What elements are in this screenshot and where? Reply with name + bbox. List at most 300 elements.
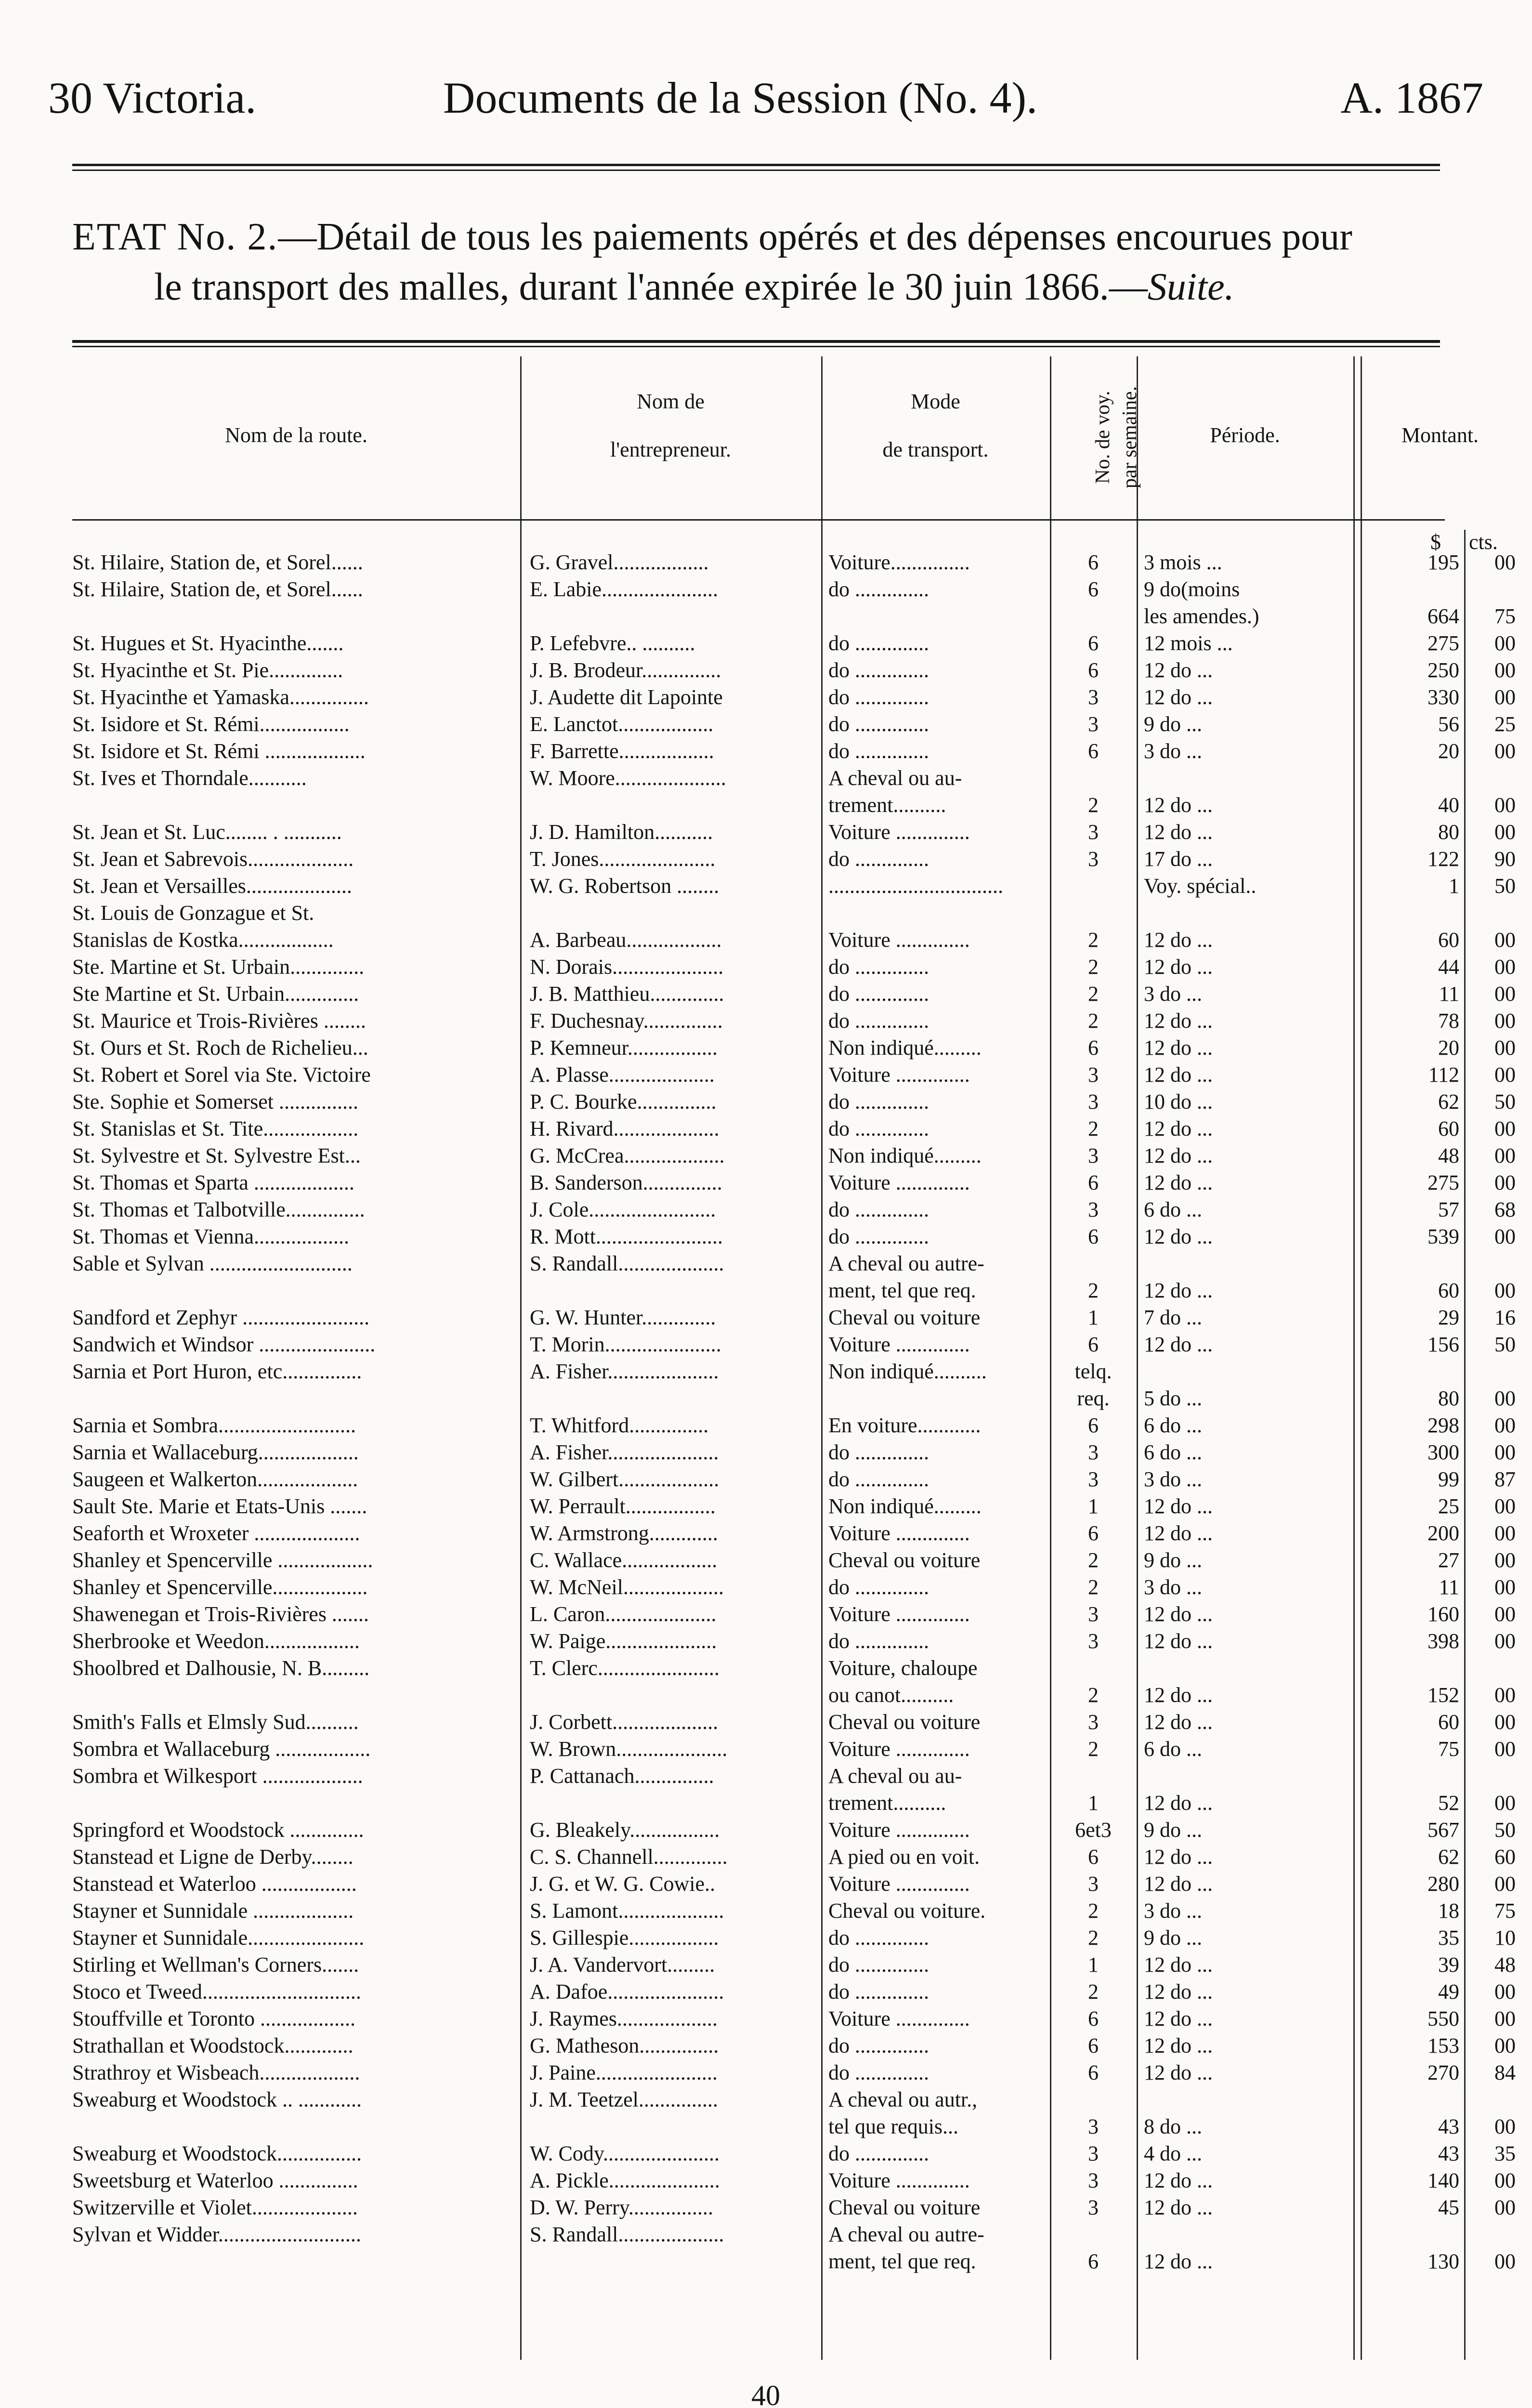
amount-dollars: 60 [1438, 1279, 1459, 1302]
period: 6 do ... [1144, 1413, 1202, 1437]
table-row [72, 1196, 1516, 1223]
table-row [72, 954, 1516, 981]
amount-dollars: 11 [1439, 982, 1459, 1006]
column-header-mode-line1: Mode [911, 390, 960, 413]
table-row [72, 1412, 1516, 1439]
column-header-voyages-line1: No. de voy. [1092, 391, 1114, 484]
amount-dollars: 275 [1427, 631, 1459, 655]
voyages-per-week: telq. [1074, 1360, 1112, 1383]
amount-dollars: 60 [1438, 1117, 1459, 1140]
transport-mode: do .............. [828, 1980, 929, 2003]
period: 6 do ... [1144, 1440, 1202, 1464]
route-name: St. Thomas et Talbotville............... [72, 1198, 365, 1221]
amount-cents: 50 [1494, 874, 1516, 898]
amount-dollars: 1 [1449, 874, 1459, 898]
period: les amendes.) [1144, 604, 1259, 628]
voyages-per-week: 3 [1088, 1063, 1099, 1086]
transport-mode: Voiture .............. [828, 1818, 970, 1842]
period: 12 do ... [1144, 1279, 1213, 1302]
voyages-per-week: 2 [1088, 1009, 1099, 1033]
amount-dollars: 39 [1438, 1953, 1459, 1976]
route-name: St. Hyacinthe et St. Pie.............. [72, 658, 343, 682]
amount-cents: 00 [1494, 1737, 1516, 1761]
contractor-name: J. Audette dit Lapointe [530, 685, 723, 709]
amount-cents: 60 [1494, 1845, 1516, 1869]
contractor-name: G. Bleakely................. [530, 1818, 720, 1842]
amount-dollars: 27 [1438, 1548, 1459, 1572]
table-row [72, 1682, 1516, 1709]
period: 12 do ... [1144, 1683, 1213, 1707]
amount-cents: 25 [1494, 712, 1516, 736]
table-row [72, 900, 1445, 927]
contractor-name: P. Lefebvre.. .......... [530, 631, 695, 655]
amount-dollars: 130 [1427, 2250, 1459, 2273]
amount-dollars: 330 [1427, 685, 1459, 709]
amount-cents: 00 [1494, 820, 1516, 844]
transport-mode: Cheval ou voiture [828, 2196, 981, 2219]
period: Voy. spécial.. [1144, 874, 1257, 898]
voyages-per-week: 2 [1088, 1117, 1099, 1140]
route-name: Sandford et Zephyr ........................ [72, 1306, 370, 1329]
voyages-per-week: 6 [1088, 1413, 1099, 1437]
caption-suite: Suite. [1147, 266, 1234, 308]
voyages-per-week: 1 [1088, 1494, 1099, 1518]
period: 3 do ... [1144, 1899, 1202, 1923]
contractor-name: C. Wallace.................. [530, 1548, 718, 1572]
transport-mode: do .............. [828, 1953, 929, 1976]
period: 12 do ... [1144, 1872, 1213, 1896]
table-row [72, 711, 1516, 738]
amount-dollars: 43 [1438, 2115, 1459, 2138]
amount-dollars: 49 [1438, 1980, 1459, 2003]
table-row [72, 1358, 1445, 1385]
contractor-name: P. C. Bourke............... [530, 1090, 717, 1113]
voyages-per-week: 6 [1088, 2250, 1099, 2273]
session-year: 30 Victoria. [48, 73, 257, 122]
route-name: Stirling et Wellman's Corners....... [72, 1953, 359, 1976]
amount-dollars: 539 [1427, 1225, 1459, 1248]
amount-dollars: 57 [1438, 1198, 1459, 1221]
amount-dollars: 280 [1427, 1872, 1459, 1896]
amount-dollars: 112 [1428, 1063, 1459, 1086]
table-row [72, 1844, 1516, 1871]
contractor-name: A. Barbeau.................. [530, 928, 722, 952]
caption-line2: le transport des malles, durant l'année expirée le 30 juin 1866.— [154, 266, 1148, 308]
table-row [72, 2113, 1516, 2140]
amount-cents: 00 [1494, 1413, 1516, 1437]
amount-cents: 00 [1494, 1009, 1516, 1033]
contractor-name: P. Kemneur................. [530, 1036, 718, 1060]
route-name: Sombra et Wallaceburg .................. [72, 1737, 371, 1761]
voyages-per-week: 2 [1088, 793, 1099, 817]
amount-cents: 00 [1494, 1144, 1516, 1167]
route-name: St. Hilaire, Station de, et Sorel...... [72, 577, 363, 601]
contractor-name: W. Armstrong............. [530, 1521, 718, 1545]
period: 12 do ... [1144, 1845, 1213, 1869]
amount-cents: 00 [1494, 739, 1516, 763]
period: 12 do ... [1144, 955, 1213, 979]
table-row [72, 1061, 1516, 1088]
route-name: Sweaburg et Woodstock .. ............ [72, 2088, 362, 2111]
transport-mode: do .............. [828, 631, 929, 655]
route-name: Stouffville et Toronto .................. [72, 2007, 356, 2030]
transport-mode: do .............. [828, 739, 929, 763]
amount-dollars: 122 [1427, 847, 1459, 871]
period: 9 do ... [1144, 712, 1202, 736]
contractor-name: F. Barrette.................. [530, 739, 714, 763]
voyages-per-week: 6 [1088, 577, 1099, 601]
amount-cents: 00 [1494, 1521, 1516, 1545]
amount-cents: 00 [1494, 685, 1516, 709]
column-header-amount: Montant. [1401, 423, 1479, 447]
transport-mode: do .............. [828, 1629, 929, 1653]
period: 12 do ... [1144, 658, 1213, 682]
voyages-per-week: 3 [1088, 1629, 1099, 1653]
table-row [72, 1655, 1445, 1682]
transport-mode: Voiture .............. [828, 820, 970, 844]
header-rule-bottom [72, 170, 1440, 171]
route-name: Sarnia et Sombra.......................... [72, 1413, 356, 1437]
transport-mode: do .............. [828, 685, 929, 709]
table-row [72, 1520, 1516, 1547]
amount-dollars: 20 [1438, 1036, 1459, 1060]
table-row [72, 2167, 1516, 2194]
table-row [72, 1978, 1516, 2005]
table-row [72, 2005, 1516, 2032]
period: 5 do ... [1144, 1387, 1202, 1410]
route-name: Shawenegan et Trois-Rivières ....... [72, 1602, 369, 1626]
period: 12 do ... [1144, 1602, 1213, 1626]
table-row [72, 1790, 1516, 1817]
voyages-per-week: 1 [1088, 1953, 1099, 1976]
amount-cents: 00 [1494, 928, 1516, 952]
amount-cents: 00 [1494, 658, 1516, 682]
table-row [72, 1088, 1516, 1115]
voyages-per-week: 1 [1088, 1791, 1099, 1815]
period: 12 do ... [1144, 2034, 1213, 2057]
transport-mode: Voiture .............. [828, 2007, 970, 2030]
contractor-name: W. Moore..................... [530, 766, 726, 790]
contractor-name: G. Matheson............... [530, 2034, 719, 2057]
voyages-per-week: 2 [1088, 1683, 1099, 1707]
cents-unit: cts. [1469, 530, 1498, 554]
voyages-per-week: 2 [1088, 955, 1099, 979]
voyages-per-week: 2 [1088, 1575, 1099, 1599]
amount-cents: 35 [1494, 2142, 1516, 2165]
column-header-voyages-line2: par semaine. [1119, 386, 1141, 489]
contractor-name: R. Mott........................ [530, 1225, 723, 1248]
transport-mode: do .............. [828, 1225, 929, 1248]
amount-cents: 00 [1494, 1063, 1516, 1086]
transport-mode: A cheval ou autr., [828, 2088, 978, 2111]
voyages-per-week: 6 [1088, 2061, 1099, 2084]
route-name: Shanley et Spencerville.................. [72, 1575, 368, 1599]
contractor-name: N. Dorais..................... [530, 955, 724, 979]
route-name: St. Stanislas et St. Tite.................. [72, 1117, 359, 1140]
route-name: Ste. Sophie et Somerset ............... [72, 1090, 358, 1113]
contractor-name: T. Clerc....................... [530, 1656, 720, 1680]
table-row [72, 765, 1445, 792]
route-name: Sylvan et Widder........................... [72, 2223, 361, 2246]
amount-dollars: 78 [1438, 1009, 1459, 1033]
table-row [72, 738, 1516, 765]
voyages-per-week: 3 [1088, 1872, 1099, 1896]
contractor-name: E. Labie...................... [530, 577, 719, 601]
transport-mode: Voiture .............. [828, 2169, 970, 2192]
period: 12 do ... [1144, 1791, 1213, 1815]
contractor-name: G. McCrea................... [530, 1144, 725, 1167]
table-row [72, 1817, 1516, 1844]
payments-table [72, 347, 1516, 2360]
route-name: Stanislas de Kostka.................. [72, 928, 334, 952]
contractor-name: J. B. Brodeur............... [530, 658, 721, 682]
amount-dollars: 160 [1427, 1602, 1459, 1626]
period: 3 do ... [1144, 1575, 1202, 1599]
column-header-contractor-line2: l'entrepreneur. [610, 438, 732, 461]
table-row [72, 1304, 1516, 1331]
table-row [72, 819, 1516, 846]
route-name: Shoolbred et Dalhousie, N. B......... [72, 1656, 370, 1680]
state-number: ETAT No. 2. [72, 216, 278, 258]
voyages-per-week: 6 [1088, 631, 1099, 655]
voyages-per-week: req. [1077, 1387, 1110, 1410]
amount-cents: 00 [1494, 550, 1516, 574]
route-name: St. Robert et Sorel via Ste. Victoire [72, 1063, 371, 1086]
contractor-name: W. McNeil................... [530, 1575, 724, 1599]
table-row [72, 1493, 1516, 1520]
table-row [72, 1223, 1516, 1250]
amount-cents: 50 [1494, 1333, 1516, 1356]
amount-cents: 87 [1494, 1467, 1516, 1491]
amount-cents: 00 [1494, 2115, 1516, 2138]
period: 12 do ... [1144, 1521, 1213, 1545]
route-name: Sweaburg et Woodstock................ [72, 2142, 362, 2165]
contractor-name: S. Gillespie................. [530, 1926, 719, 1950]
voyages-per-week: 3 [1088, 2115, 1099, 2138]
contractor-name: J. Corbett.................... [530, 1710, 719, 1734]
transport-mode: do .............. [828, 982, 929, 1006]
period: 12 do ... [1144, 1629, 1213, 1653]
route-name: St. Hilaire, Station de, et Sorel...... [72, 550, 363, 574]
contractor-name: J. B. Matthieu.............. [530, 982, 724, 1006]
transport-mode: do .............. [828, 1090, 929, 1113]
amount-cents: 00 [1494, 1440, 1516, 1464]
voyages-per-week: 6 [1088, 1333, 1099, 1356]
amount-dollars: 11 [1439, 1575, 1459, 1599]
contractor-name: D. W. Perry................ [530, 2196, 713, 2219]
amount-dollars: 80 [1438, 820, 1459, 844]
table-row [72, 1871, 1516, 1898]
page-number: 40 [751, 2380, 780, 2408]
route-name: Sombra et Wilkesport ................... [72, 1764, 363, 1788]
amount-cents: 00 [1494, 2169, 1516, 2192]
column-header-period: Période. [1210, 423, 1280, 447]
period: 12 do ... [1144, 1063, 1213, 1086]
voyages-per-week: 1 [1088, 1306, 1099, 1329]
amount-dollars: 664 [1427, 604, 1459, 628]
table-row [72, 873, 1516, 900]
contractor-name: S. Lamont.................... [530, 1899, 724, 1923]
transport-mode: do .............. [828, 577, 929, 601]
period: 8 do ... [1144, 2115, 1202, 2138]
route-name: Springford et Woodstock .............. [72, 1818, 364, 1842]
transport-mode: A cheval ou au- [828, 766, 962, 790]
voyages-per-week: 6et3 [1075, 1818, 1112, 1842]
table-row [72, 630, 1516, 657]
voyages-per-week: 3 [1088, 1710, 1099, 1734]
route-name: Seaforth et Wroxeter .................... [72, 1521, 360, 1545]
contractor-name: S. Randall.................... [530, 1252, 724, 1275]
amount-dollars: 99 [1438, 1467, 1459, 1491]
contractor-name: J. D. Hamilton........... [530, 820, 713, 844]
header-bottom-rule [72, 519, 1445, 521]
route-name: Sherbrooke et Weedon.................. [72, 1629, 360, 1653]
contractor-name: W. Cody...................... [530, 2142, 720, 2165]
route-name: Strathallan et Woodstock............. [72, 2034, 354, 2057]
contractor-name: J. A. Vandervort......... [530, 1953, 715, 1976]
period: 12 do ... [1144, 1953, 1213, 1976]
table-row [72, 2221, 1445, 2248]
transport-mode: A pied ou en voit. [828, 1845, 980, 1869]
contractor-name: F. Duchesnay............... [530, 1009, 723, 1033]
transport-mode: Cheval ou voiture. [828, 1899, 986, 1923]
contractor-name: W. G. Robertson ........ [530, 874, 720, 898]
table-row [72, 1331, 1516, 1358]
table-row [72, 846, 1516, 873]
amount-dollars: 567 [1427, 1818, 1459, 1842]
column-header-route: Nom de la route. [225, 423, 367, 447]
table-row [72, 684, 1516, 711]
transport-mode: do .............. [828, 1117, 929, 1140]
period: 9 do ... [1144, 1548, 1202, 1572]
transport-mode: Voiture .............. [828, 928, 970, 952]
amount-cents: 00 [1494, 1494, 1516, 1518]
period: 12 do ... [1144, 2169, 1213, 2192]
amount-dollars: 140 [1427, 2169, 1459, 2192]
period: 12 do ... [1144, 793, 1213, 817]
transport-mode: do .............. [828, 1926, 929, 1950]
transport-mode: ment, tel que req. [828, 2250, 976, 2273]
amount-cents: 84 [1494, 2061, 1516, 2084]
table-row [72, 2194, 1516, 2221]
voyages-per-week: 2 [1088, 928, 1099, 952]
amount-dollars: 35 [1438, 1926, 1459, 1950]
route-name: Smith's Falls et Elmsly Sud.......... [72, 1710, 359, 1734]
period: 12 do ... [1144, 2061, 1213, 2084]
period: 9 do ... [1144, 1926, 1202, 1950]
amount-cents: 75 [1494, 1899, 1516, 1923]
amount-dollars: 48 [1438, 1144, 1459, 1167]
voyages-per-week: 6 [1088, 1036, 1099, 1060]
amount-dollars: 195 [1427, 550, 1459, 574]
amount-dollars: 18 [1438, 1899, 1459, 1923]
voyages-per-week: 6 [1088, 550, 1099, 574]
amount-dollars: 398 [1427, 1629, 1459, 1653]
table-row [72, 1709, 1516, 1736]
voyages-per-week: 2 [1088, 1279, 1099, 1302]
table-row [72, 1142, 1516, 1169]
period: 12 do ... [1144, 2196, 1213, 2219]
route-name: St. Jean et Versailles.................... [72, 874, 352, 898]
voyages-per-week: 2 [1088, 1926, 1099, 1950]
table-row [72, 1466, 1516, 1493]
contractor-name: A. Pickle..................... [530, 2169, 720, 2192]
transport-mode: A cheval ou autre- [828, 2223, 984, 2246]
transport-mode: A cheval ou autre- [828, 1252, 984, 1275]
transport-mode: do .............. [828, 955, 929, 979]
transport-mode: do .............. [828, 2061, 929, 2084]
route-name: St. Jean et St. Luc........ . ........... [72, 820, 342, 844]
route-name: Switzerville et Violet.................... [72, 2196, 358, 2219]
transport-mode: Cheval ou voiture [828, 1306, 981, 1329]
table-row [72, 549, 1516, 576]
table-row [72, 1115, 1516, 1142]
table-row [72, 927, 1516, 954]
transport-mode: tel que requis... [828, 2115, 959, 2138]
route-name: Sable et Sylvan ........................... [72, 1252, 353, 1275]
table-row [72, 1951, 1516, 1978]
transport-mode: Voiture .............. [828, 1171, 970, 1194]
voyages-per-week: 2 [1088, 1548, 1099, 1572]
period: 12 do ... [1144, 1710, 1213, 1734]
voyages-per-week: 6 [1088, 2007, 1099, 2030]
period: 12 do ... [1144, 820, 1213, 844]
transport-mode: ................................. [828, 874, 1003, 898]
amount-dollars: 275 [1427, 1171, 1459, 1194]
route-name: Sarnia et Wallaceburg................... [72, 1440, 359, 1464]
amount-dollars: 156 [1427, 1333, 1459, 1356]
transport-mode: Voiture .............. [828, 1602, 970, 1626]
period: 4 do ... [1144, 2142, 1202, 2165]
period: 12 do ... [1144, 685, 1213, 709]
contractor-name: T. Jones...................... [530, 847, 716, 871]
table-row [72, 1736, 1516, 1763]
amount-cents: 50 [1494, 1090, 1516, 1113]
table-caption [72, 212, 1445, 312]
transport-mode: trement.......... [828, 793, 946, 817]
transport-mode: do .............. [828, 2142, 929, 2165]
amount-cents: 75 [1494, 604, 1516, 628]
amount-cents: 50 [1494, 1818, 1516, 1842]
transport-mode: do .............. [828, 658, 929, 682]
contractor-name: G. Gravel.................. [530, 550, 709, 574]
amount-cents: 00 [1494, 1683, 1516, 1707]
amount-dollars: 152 [1427, 1683, 1459, 1707]
amount-cents: 68 [1494, 1198, 1516, 1221]
contractor-name: G. W. Hunter.............. [530, 1306, 716, 1329]
table-row [72, 1547, 1516, 1574]
amount-dollars: 60 [1438, 1710, 1459, 1734]
amount-cents: 00 [1494, 1171, 1516, 1194]
contractor-name: A. Fisher..................... [530, 1440, 719, 1464]
route-name: St. Hyacinthe et Yamaska............... [72, 685, 369, 709]
header-rule-top [72, 164, 1440, 166]
amount-dollars: 75 [1438, 1737, 1459, 1761]
table-row [72, 576, 1445, 603]
amount-cents: 00 [1494, 982, 1516, 1006]
table-row [72, 1008, 1516, 1034]
amount-cents: 00 [1494, 2196, 1516, 2219]
amount-cents: 00 [1494, 1710, 1516, 1734]
amount-cents: 00 [1494, 631, 1516, 655]
table-row [72, 792, 1516, 819]
amount-cents: 00 [1494, 1791, 1516, 1815]
voyages-per-week: 6 [1088, 658, 1099, 682]
caption-rule-top [72, 340, 1440, 343]
table-row [72, 1250, 1445, 1277]
table-row [72, 1898, 1516, 1924]
table-row [72, 1574, 1516, 1601]
